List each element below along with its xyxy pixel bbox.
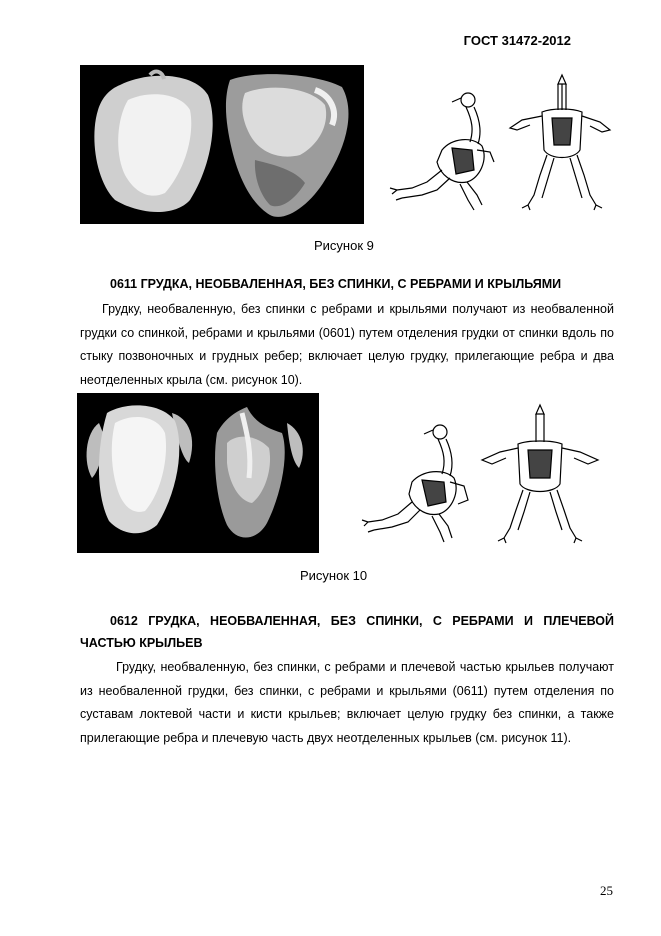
page-number: 25 xyxy=(600,883,613,898)
figure-10-diagram xyxy=(360,400,612,550)
figure-9-caption: Рисунок 9 xyxy=(314,238,374,253)
section-0611-body xyxy=(80,298,614,392)
figure-9-photo xyxy=(80,65,364,224)
section-0611-paragraph: Грудку, необваленную, без спинки с ребрами и крыльями получают из необваленной грудки со спинкой, ребрами и крыльями (0601) путем отделения грудки от спинки вдоль по стыку позвоночных и грудных ребер; включает целую грудку, прилегающие ребра и два неотделенных крыла (см. рисунок 10). xyxy=(80,302,614,387)
figure-10-caption: Рисунок 10 xyxy=(300,568,368,583)
section-0612-paragraph: Грудку, необваленную, без спинки, с ребрами и плечевой частью крыльев получают из необваленной грудки, без спинки, с ребрами и крыльями (0611) путем отделения по суставам локтевой части и кисти крыльев; включает целую грудку без спинки, а также прилегающие ребра и плечевую часть двух неотделенных крыльев (см. рисунок 11). xyxy=(80,660,614,745)
section-0611-heading: 0611 ГРУДКА, НЕОБВАЛЕННАЯ, БЕЗ СПИНКИ, С РЕБРАМИ И КРЫЛЬЯМИ xyxy=(110,277,562,291)
document-header: ГОСТ 31472-2012 xyxy=(463,33,571,48)
figure-10-photo xyxy=(77,393,319,553)
section-0612-body xyxy=(80,656,614,750)
section-0612-heading: 0612 ГРУДКА, НЕОБВАЛЕННАЯ, БЕЗ СПИНКИ, С РЕБРАМИ И ПЛЕЧЕВОЙ ЧАСТЬЮ КРЫЛЬЕВ xyxy=(80,614,614,650)
figure-9-diagram xyxy=(382,70,612,220)
